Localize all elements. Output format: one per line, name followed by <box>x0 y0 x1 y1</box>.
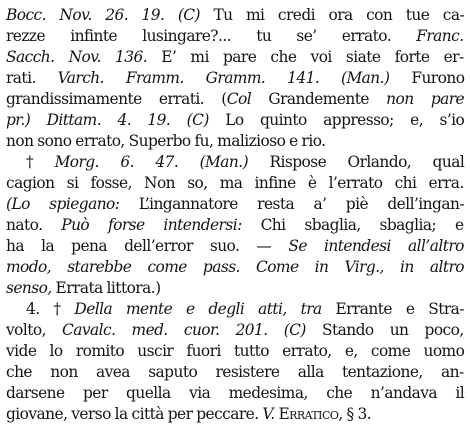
text-segment: (Lo spiegano: <box>6 195 139 213</box>
text-line <box>6 256 464 278</box>
text-segment: Può forse intendersi: <box>61 216 261 234</box>
text-segment: Tu mi credi ora con tue ca- <box>213 6 465 24</box>
text-segment: L’ingannatore resta a’ piè dell’ingan- <box>138 195 464 213</box>
text-line <box>6 319 464 341</box>
text-segment: , § 3. <box>338 405 372 423</box>
text-line <box>6 109 464 131</box>
text-segment: Bocc. Nov. 26. 19. (C) <box>6 6 214 24</box>
text-segment: Della mente e degli atti, tra <box>74 300 336 318</box>
text-line <box>6 361 464 383</box>
text-segment: grandissimamente errati. ( <box>6 90 227 108</box>
text-segment: volto, <box>6 321 63 339</box>
text-segment: Lo quinto appresso; e, s’io <box>225 111 465 129</box>
text-segment: non sono errato, Superbo fu, malizioso e rio. <box>6 132 326 150</box>
text-segment: ha la pena dell’error suo. — <box>6 237 289 255</box>
text-segment: Varch. Framm. Gramm. 141. (Man.) <box>57 69 412 87</box>
text-line <box>6 67 464 89</box>
text-segment: darsene per quella via medesima, che n’andava il <box>6 384 465 402</box>
text-segment: modo, starebbe come pass. Come in Virg., in altro <box>6 258 464 276</box>
text-segment: rati. <box>6 69 58 87</box>
text-segment: E’ mi pare che voi siate forte er- <box>161 48 464 66</box>
text-line <box>6 130 326 152</box>
text-line <box>6 298 464 320</box>
text-segment: Errante e Stra- <box>335 300 464 318</box>
text-line <box>6 403 371 425</box>
text-line <box>6 235 464 257</box>
text-segment: nato. <box>6 216 62 234</box>
text-segment: Se intendesi all’altro <box>288 237 464 255</box>
text-line <box>6 214 464 236</box>
text-line <box>6 4 464 26</box>
text-segment: che non avea saputo resistere alla tentazione, an- <box>6 363 464 381</box>
text-line <box>6 88 464 110</box>
text-segment: Col <box>226 90 269 108</box>
text-segment: Grandemente <box>268 90 387 108</box>
text-segment: Rispose Orlando, qual <box>269 153 465 171</box>
text-line <box>6 382 464 404</box>
text-line <box>6 193 464 215</box>
text-line <box>6 172 464 194</box>
text-segment: cagion si fosse, Non so, ma infine è l’errato chi erra. <box>6 174 464 192</box>
text-segment: Morg. 6. 47. (Man.) <box>54 153 270 171</box>
text-segment: pr.) Dittam. 4. 19. (C) <box>6 111 226 129</box>
text-segment: giovane, verso la città per peccare. <box>6 405 263 423</box>
text-line <box>6 277 161 299</box>
text-segment: non pare <box>386 90 465 108</box>
text-line <box>6 340 464 362</box>
text-line <box>6 151 464 173</box>
text-line <box>6 25 464 47</box>
text-segment: rezze infinte lusingare?... tu se’ errato. <box>6 27 417 45</box>
text-segment: Sacch. Nov. 136. <box>6 48 162 66</box>
text-segment: Franc. <box>416 27 464 45</box>
text-line <box>6 46 464 68</box>
text-segment: 4. † <box>26 300 75 318</box>
text-segment: vide lo romito uscir fuori tutto errato, e, come uomo <box>6 342 465 360</box>
text-segment: V. <box>262 405 279 423</box>
text-segment: Cavalc. med. cuor. 201. (C) <box>62 321 322 339</box>
text-segment: Errata littora.) <box>55 279 161 297</box>
text-segment: senso, <box>6 279 56 297</box>
text-segment: Stando un poco, <box>321 321 464 339</box>
text-segment: Erratico <box>278 405 339 423</box>
text-segment: Furono <box>411 69 465 87</box>
text-segment: † <box>26 153 55 171</box>
text-segment: Chi sbaglia, sbaglia; e <box>260 216 464 234</box>
